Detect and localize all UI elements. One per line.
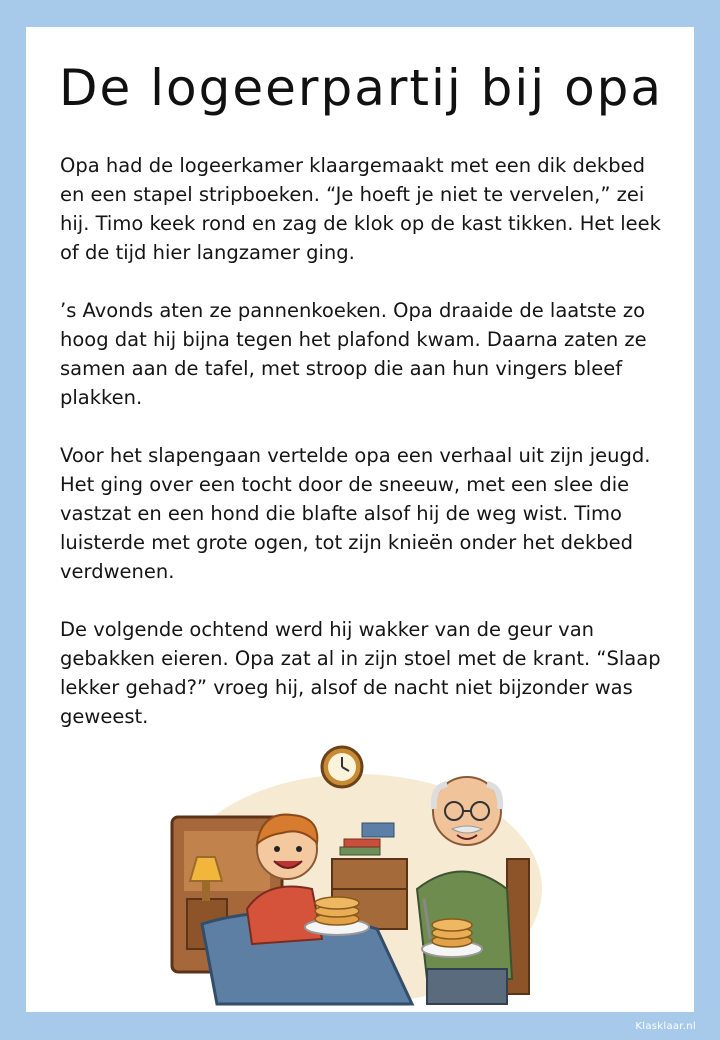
story-text — [60, 151, 670, 760]
story-illustration — [162, 739, 552, 1009]
wall-clock-icon — [322, 747, 362, 787]
worksheet-page — [26, 27, 694, 1012]
paragraph-4: De volgende ochtend werd hij wakker van de geur van gebakken eieren. Opa zat al in zijn stoel met de krant. “Slaap lekker gehad?” vroeg hij, alsof de nacht niet bijzonder was geweest. — [60, 618, 661, 728]
page-title: De logeerpartij bij opa — [59, 59, 664, 117]
paragraph-2: ’s Avonds aten ze pannenkoeken. Opa draaide de laatste zo hoog dat hij bijna tegen het plafond kwam. Daarna zaten ze samen aan de tafel, met stroop die aan hun vingers bleef plakken. — [60, 299, 647, 409]
footer-brand: Klasklaar.nl — [635, 1021, 696, 1032]
paragraph-1: Opa had de logeerkamer klaargemaakt met een dik dekbed en een stapel stripboeken. “Je hoeft je niet te vervelen,” zei hij. Timo keek rond en zag de klok op de kast tikken. Het leek of de tijd hier langzamer ging. — [60, 154, 661, 264]
paragraph-3: Voor het slapengaan vertelde opa een verhaal uit zijn jeugd. Het ging over een tocht door de sneeuw, met een slee die vastzat en een hond die blafte alsof hij de weg wist. Timo luisterde met grote ogen, tot zijn knieën onder het dekbed verdwenen. — [60, 444, 651, 583]
